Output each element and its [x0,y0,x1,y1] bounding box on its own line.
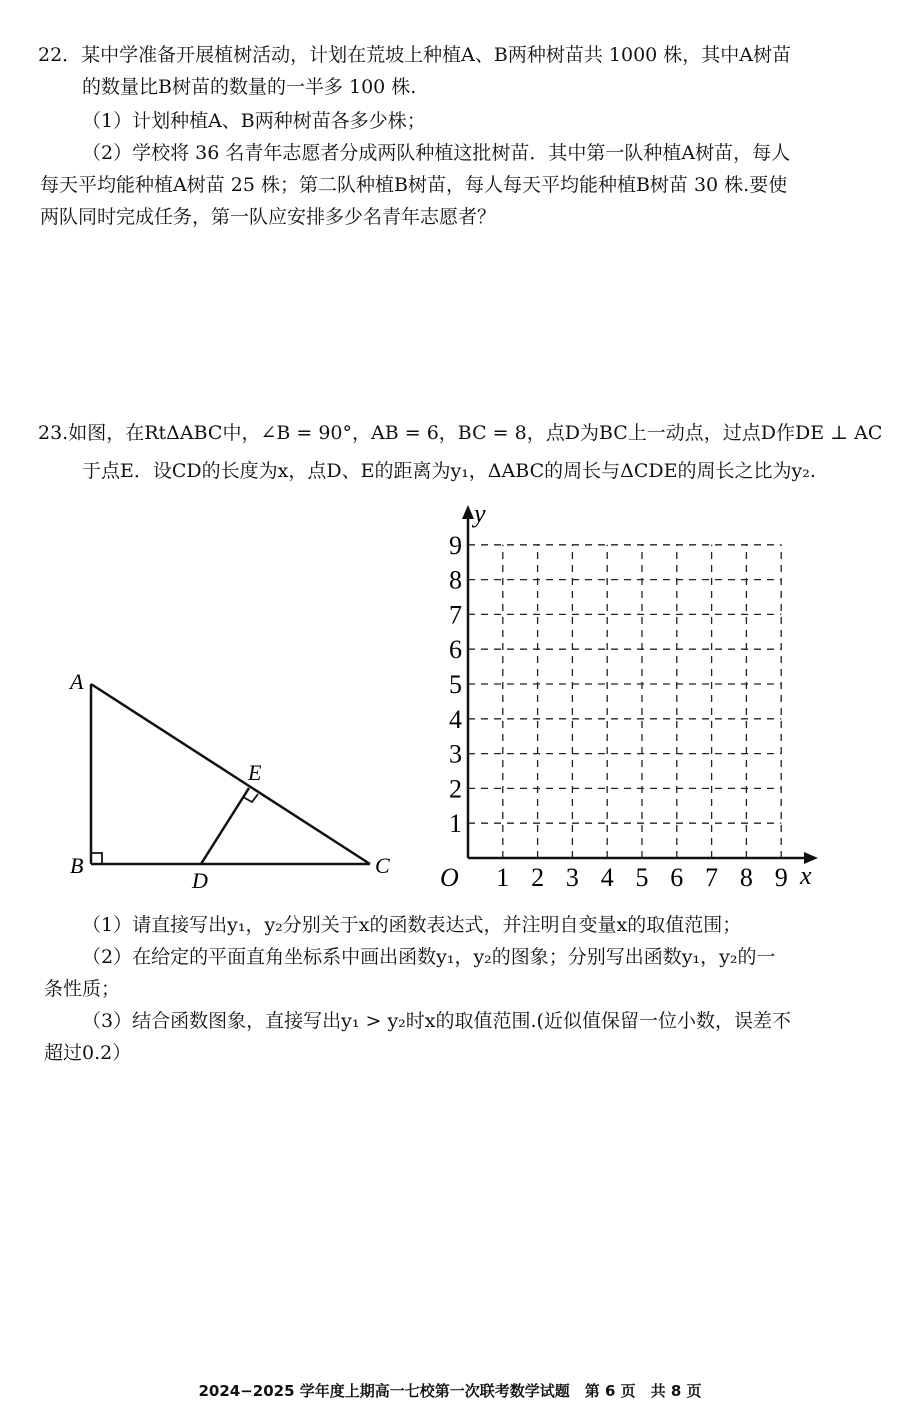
q23-part2-line1: （2）在给定的平面直角坐标系中画出函数y₁，y₂的图象；分别写出函数y₁，y₂的一 [82,946,776,968]
y-tick-label: 4 [449,704,462,734]
x-tick-label: 8 [739,863,753,892]
label-a: A [70,669,84,694]
y-tick-label: 7 [449,600,462,630]
y-tick-label: 6 [449,635,462,665]
y-tick-label: 1 [449,809,462,839]
q22-part1: （1）计划种植A、B两种树苗各多少株； [82,110,426,132]
x-tick-label: 5 [635,863,649,892]
x-tick-label: 2 [531,863,545,892]
q22-part2-line2: 每天平均能种植A树苗 25 株；第二队种植B树苗，每人每天平均能种植B树苗 30 株.要使 [40,174,788,196]
label-c: C [375,853,390,878]
x-tick-label: 6 [670,863,684,892]
label-b: B [70,853,84,878]
label-d: D [192,868,208,893]
q22-part2-line1: （2）学校将 36 名青年志愿者分成两队种植这批树苗．其中第一队种植A树苗，每人 [82,142,791,164]
x-tick-label: 3 [565,863,579,892]
label-e: E [248,760,262,785]
x-tick-label: 4 [600,863,614,892]
origin-label: O [440,863,459,892]
q23-part2-line2: 条性质； [44,978,121,1000]
y-tick-label: 3 [449,739,462,769]
q23-stem-line1: 23.如图，在RtΔABC中，∠B = 90°，AB = 6，BC = 8，点D为BC上一动点，过点D作DE ⊥ AC [38,422,883,444]
y-tick-label: 9 [449,530,462,560]
y-tick-label: 5 [449,670,462,699]
y-axis-label: y [474,499,486,528]
q22-part2-line3: 两队同时完成任务，第一队应安排多少名青年志愿者？ [40,206,497,228]
q22-stem-line1: 22．某中学准备开展植树活动，计划在荒坡上种植A、B两种树苗共 1000 株，其中A树苗 [38,44,792,66]
q23-part3-line1: （3）结合函数图象，直接写出y₁ > y₂时x的取值范围.(近似值保留一位小数，误差不 [82,1010,791,1032]
x-tick-label: 1 [496,863,510,892]
q23-stem-line2: 于点E．设CD的长度为x，点D、E的距离为y₁，ΔABC的周长与ΔCDE的周长之比为y₂. [82,460,816,482]
x-axis-label: x [800,861,812,890]
y-tick-label: 2 [449,774,462,804]
page-footer: 2024−2025 学年度上期高一七校第一次联考数学试题 第 6 页 共 8 页 [198,1382,702,1400]
y-tick-label: 8 [449,565,462,595]
x-tick-label: 7 [705,863,719,892]
y-axis-arrow [462,505,474,519]
q23-part3-line2: 超过0.2） [44,1042,132,1064]
x-tick-label: 9 [774,863,788,892]
q22-stem-line2: 的数量比B树苗的数量的一半多 100 株. [82,76,417,98]
q23-part1: （1）请直接写出y₁，y₂分别关于x的函数表达式，并注明自变量x的取值范围； [82,914,742,936]
